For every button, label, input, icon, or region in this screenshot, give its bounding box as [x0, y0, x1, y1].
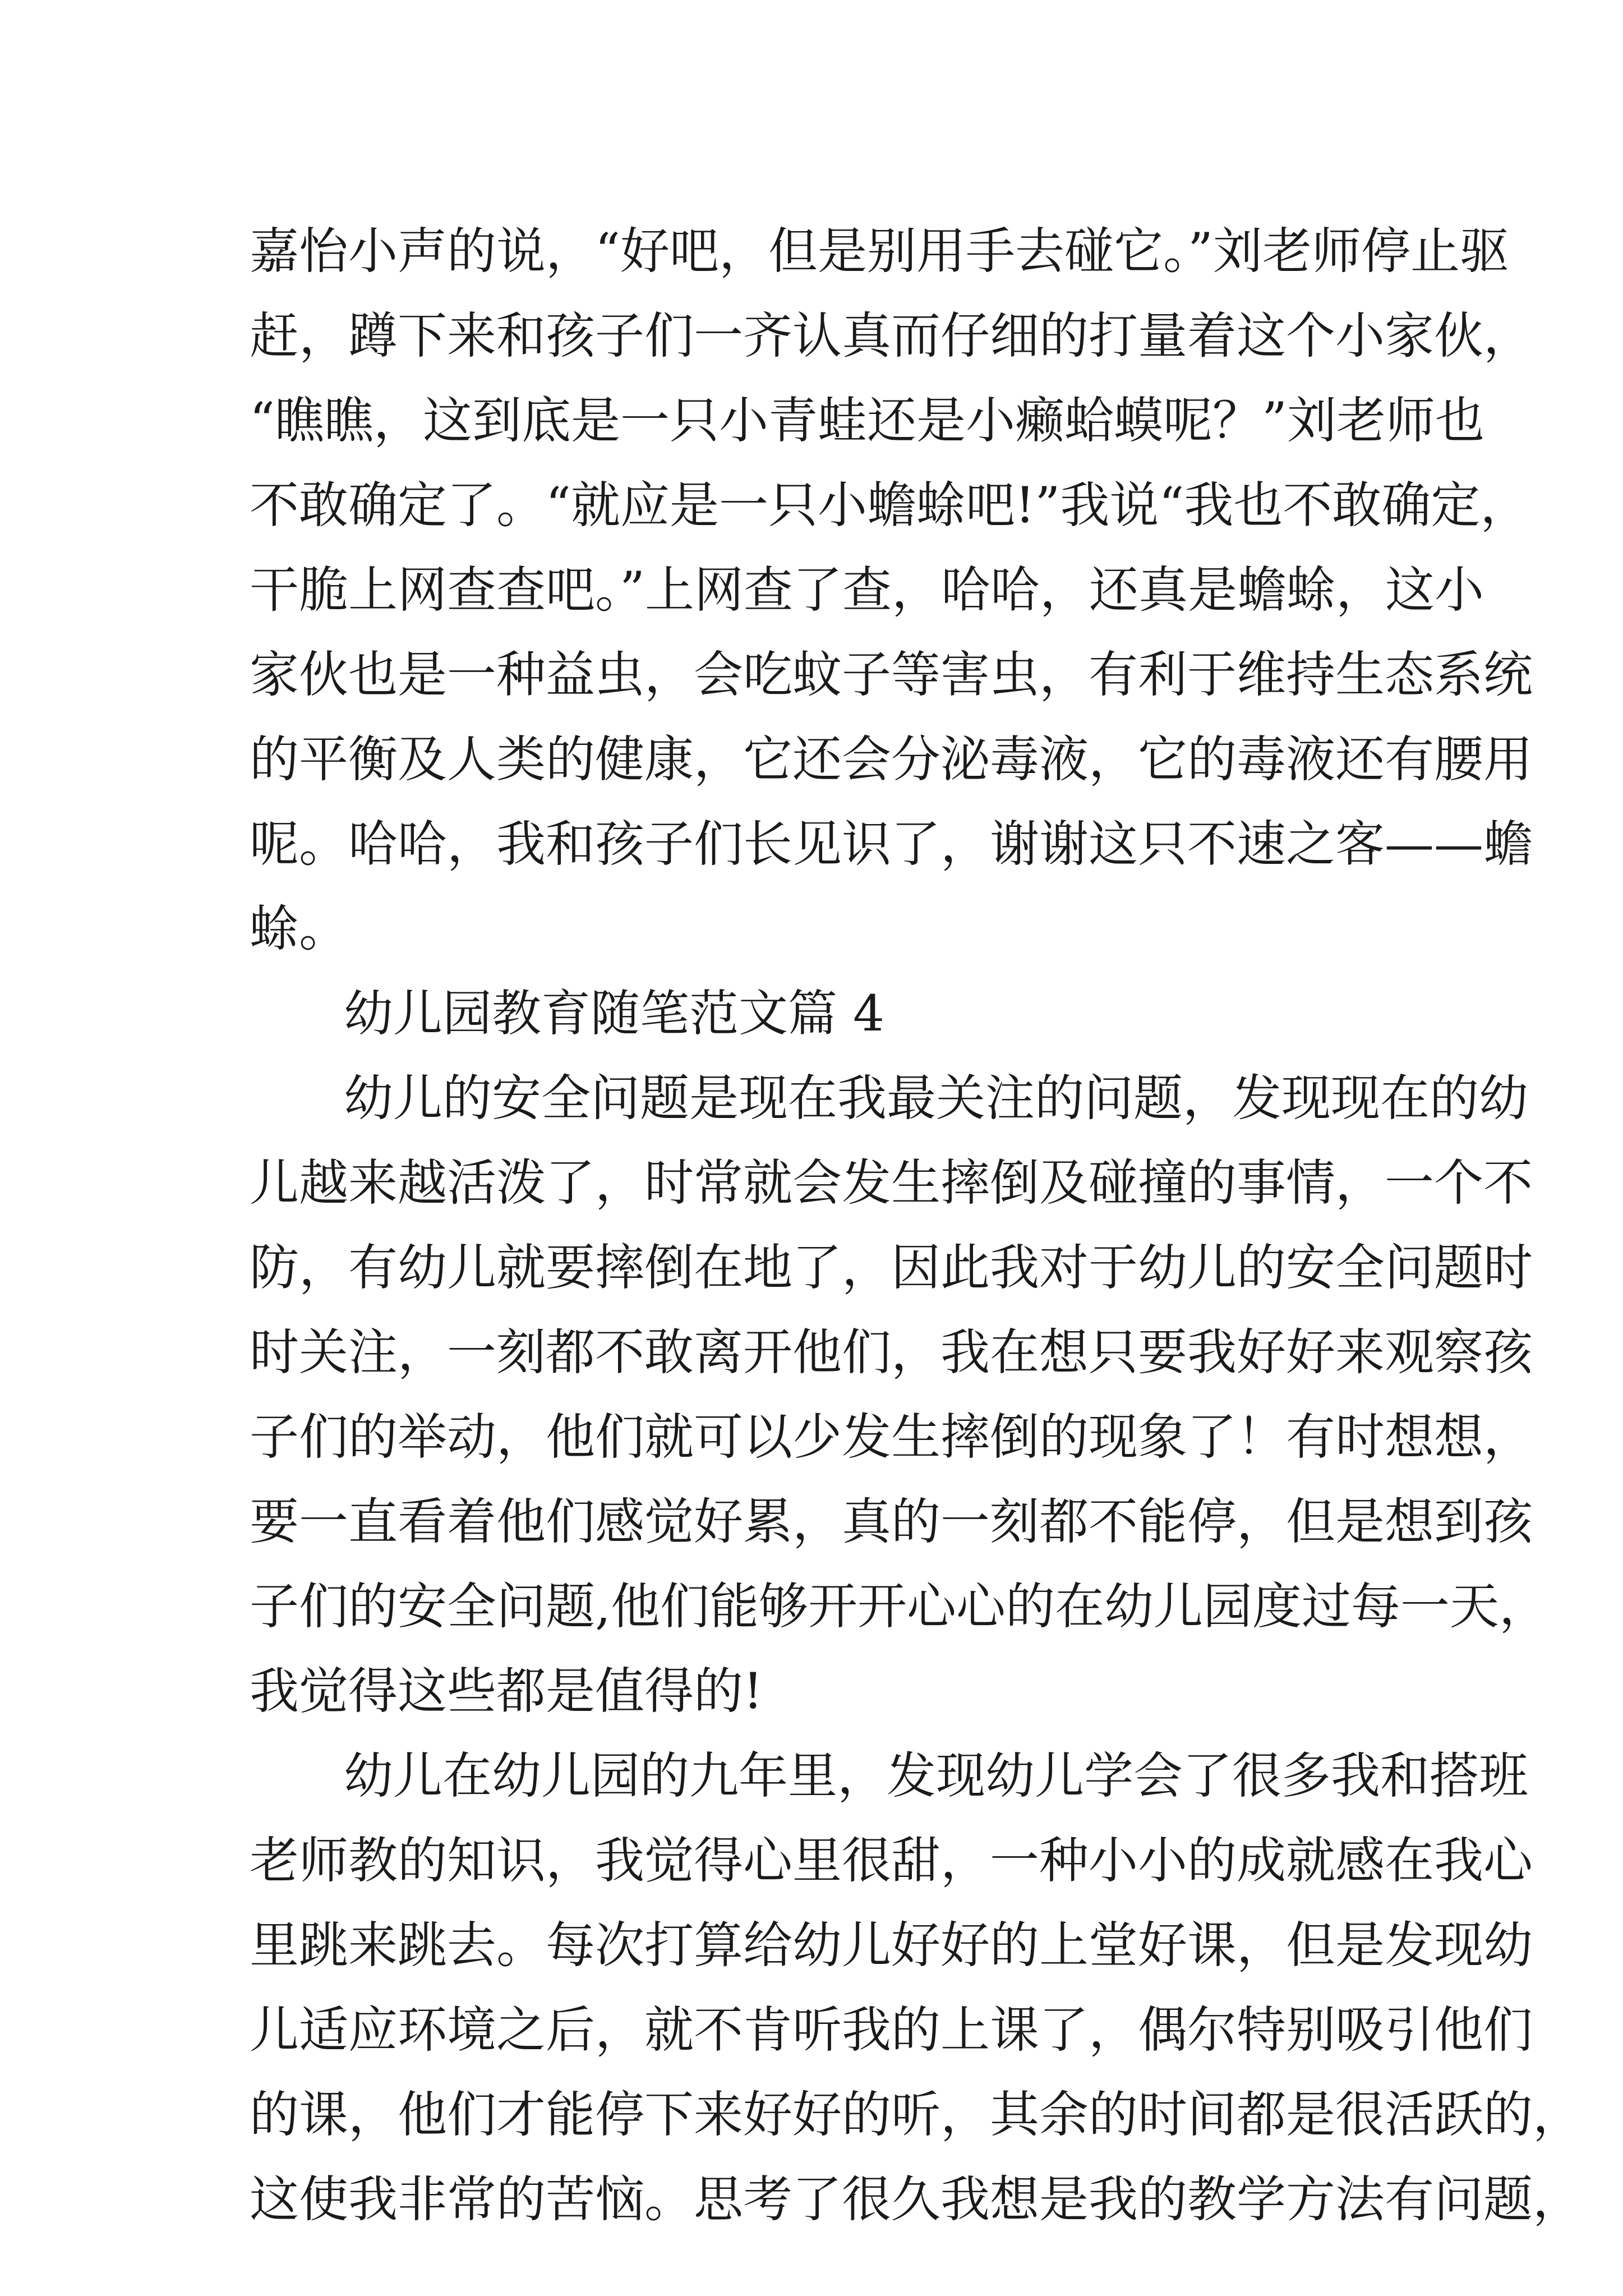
document-body: [250, 209, 1583, 2242]
paragraph-2: [250, 1056, 1548, 1733]
text-line: 时关注，一刻都不敢离开他们，我在想只要我好好来观察孩: [250, 1323, 1533, 1381]
text-line: 的平衡及人类的健康，它还会分泌毒液，它的毒液还有腰用: [250, 730, 1533, 788]
paragraph-1: [250, 209, 1533, 971]
text-line: 赶，蹲下来和孩子们一齐认真而仔细的打量着这个小家伙，: [250, 307, 1533, 365]
text-line: 子们的安全问题,他们能够开开心心的在幼儿园度过每一天，: [250, 1577, 1548, 1635]
text-line: 我觉得这些都是值得的!: [250, 1662, 763, 1720]
text-line: 防，有幼儿就要摔倒在地了，因此我对于幼儿的安全问题时: [250, 1239, 1533, 1296]
text-line: 儿越来越活泼了，时常就会发生摔倒及碰撞的事情，一个不: [250, 1154, 1533, 1212]
text-line: “瞧瞧，这到底是一只小青蛙还是小癞蛤蟆呢？”刘老师也: [250, 392, 1484, 449]
text-line: 子们的举动，他们就可以少发生摔倒的现象了！有时想想，: [250, 1408, 1533, 1466]
text-line: 老师教的知识，我觉得心里很甜，一种小小的成就感在我心: [250, 1832, 1533, 1889]
text-line: 幼儿的安全问题是现在我最关注的问题，发现现在的幼: [344, 1069, 1529, 1127]
text-line: 干脆上网查查吧。”上网查了查，哈哈，还真是蟾蜍，这小: [250, 561, 1484, 619]
text-line: 呢。哈哈，我和孩子们长见识了，谢谢这只不速之客——蟾: [250, 815, 1533, 873]
paragraph-3: [250, 1733, 1583, 2242]
text-line: 这使我非常的苦恼。思考了很久我想是我的教学方法有问题，: [250, 2170, 1583, 2228]
text-line: 儿适应环境之后，就不肯听我的上课了，偶尔特别吸引他们: [250, 2001, 1533, 2059]
text-line: 要一直看着他们感觉好累，真的一刻都不能停，但是想到孩: [250, 1493, 1533, 1550]
text-line: 嘉怡小声的说，“好吧，但是别用手去碰它。”刘老师停止驱: [250, 222, 1509, 280]
text-line: 蜍。: [250, 900, 349, 958]
text-line: 里跳来跳去。每次打算给幼儿好好的上堂好课，但是发现幼: [250, 1916, 1533, 1974]
text-line: 不敢确定了。“就应是一只小蟾蜍吧!”我说“我也不敢确定，: [250, 476, 1530, 534]
text-line: 的课，他们才能停下来好好的听，其余的时间都是很活跃的，: [250, 2086, 1583, 2143]
section-heading: 幼儿园教育随笔范文篇 4: [344, 984, 884, 1042]
text-line: 幼儿在幼儿园的九年里，发现幼儿学会了很多我和搭班: [344, 1747, 1529, 1805]
text-line: 家伙也是一种益虫，会吃蚊子等害虫，有利于维持生态系统: [250, 646, 1533, 703]
